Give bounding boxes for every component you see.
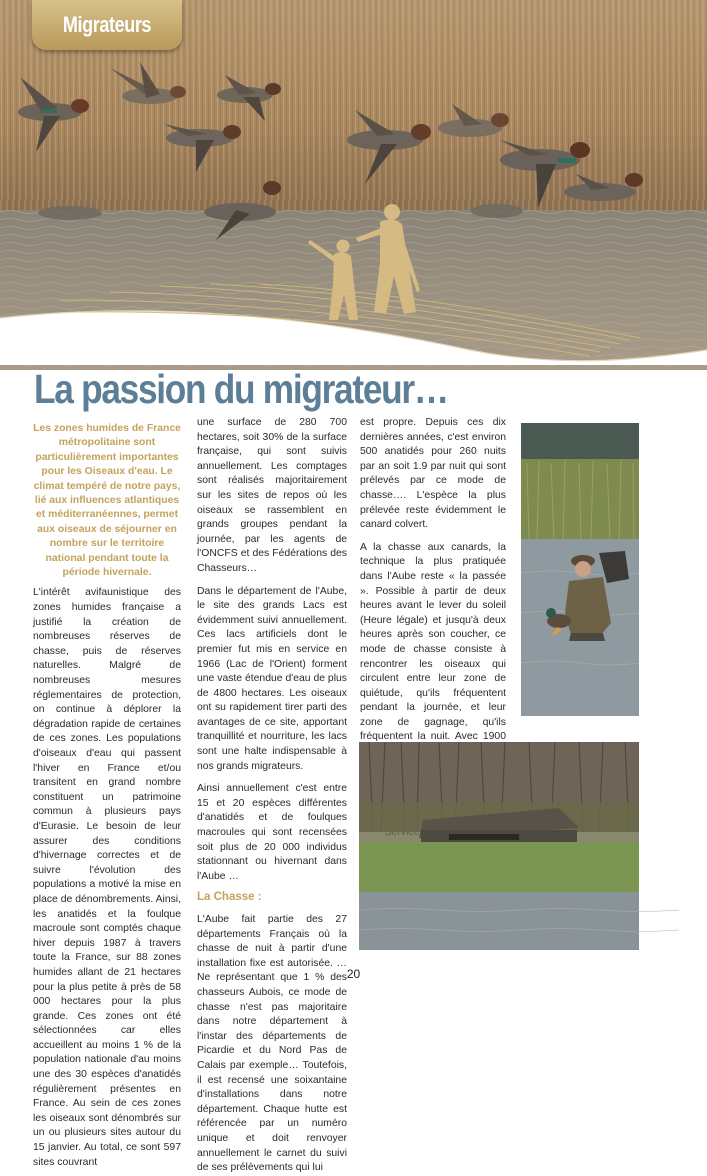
text-column-2 <box>197 416 347 1176</box>
hunter-photo-illustration <box>521 423 639 716</box>
subheading-chasse: La Chasse : <box>197 891 262 904</box>
paragraph: L'intérêt avifaunistique des zones humides française a justifié la création de nombreuses réserves de chasse, puis de réserves naturelles. Malgré de nombreuses mesures réglementaires de protection, on continue à déplorer la dégradation rapide de certaines de ces zones. Les populations d'oiseaux d'eau qui passent l'hiver en France et/ou transitent en grand nombre constituent un patrimoine commun à plusieurs pays d'Eurasie. Le besoin de leur assurer des conditions d'hivernage correctes et de suivre l'évolution des populations a motivé la mise en place de dénombrements. Ainsi, les anatidés et la foulque macroule sont comptés chaque hiver depuis 1987 à travers toute la France, sur 88 zones humides allant de 21 hectares pour la plus petite à près de 58 000 hectares pour la plus grande. Ces zones ont été sélectionnées car elles accueillent au moins 1 % de la population nationale d'au moins une des 30 espèces d'anatidés régulièrement présentes en France. Au sein de ces zones les oiseaux sont dénombrés sur un ou plusieurs sites autour du 15 janvier. Au total, ce sont 597 sites couvrant <box>33 587 181 1168</box>
paragraph: une surface de 280 700 hectares, soit 30% de la surface française, qui sont suivis annuellement. Les comptages sont réalisés majoritairement sur les sites de repos où les oiseaux se rassemblent en grands groupes pendant la journée, par les agents de l'ONCFS et des Fédérations des Chasseurs… <box>197 417 347 574</box>
article-title: La passion du migrateur… <box>34 366 448 412</box>
paragraph: est propre. Depuis ces dix dernières années, c'est environ 500 anatidés pour 260 nuits par an soit 1.9 par nuit qui sont prélevés par ce mode de chasse…. L'espèce la plus prélevée reste évidemment le canard colvert. <box>360 417 506 531</box>
paragraph: A la chasse aux canards, la technique la plus pratiquée dans l'Aube reste « la passée ». Possible à partir de deux heures avant le lever du soleil (Heure légale) et jusqu'à deux heures après son coucher, ce mode de chasse consiste à rencontrer les oiseaux qui circulent entre leur zone de quiétude, qu'ils fréquentent pendant la journée, et leur zone de gagnage, qu'ils fréquentent la nuit. Avec 1900 <box>360 541 506 743</box>
page-number: 20 <box>346 967 361 981</box>
text-column-1 <box>33 422 181 1170</box>
hero-photo-teal-flight <box>0 0 707 365</box>
article-lead: Les zones humides de France métropolitaine sont particulièrement importantes pour les Oiseaux d'eau. Le climat tempéré de notre pays, lié aux influences atlantiques et méditerranéennes, permet aux oiseaux de séjourner en nombre sur le territoire national pendant toute la période hivernale. <box>33 423 181 579</box>
section-tab-label: Migrateurs <box>62 12 152 37</box>
hut-photo-illustration <box>359 742 639 950</box>
photo-hunter-with-duck <box>521 423 639 716</box>
paragraph: L'Aube fait partie des 27 départements Français où la chasse de nuit à partir d'une installation fixe est autorisée. … Ne représentant que 1 % des chasseurs Aubois, ce mode de chasse n'est pas majoritaire dans notre département à l'instar des départements de Picardie et du Nord Pas de Calais par exemple… Toutefois, il est recensé une soixantaine d'installations dans notre département. Chaque hutte est référencée par un numéro unique et doit renvoyer annuellement le carnet du suivi de ses prélèvements qui lui <box>197 914 347 1174</box>
paragraph: Ainsi annuellement c'est entre 15 et 20 espèces différentes d'anatidés et de foulques macroules qui sont recensées soit plus de 20 000 individus stationnant ou hivernant dans l'Aube … <box>197 783 347 882</box>
paragraph: Dans le département de l'Aube, le site des grands Lacs est évidemment suivi annuellement. Ces lacs artificiels dont le premier fut mis en service en 1966 (Lac de l'Orient) forment une vaste étendue d'eau de plus de 4800 hectares. Les oiseaux ont su rapidement tirer parti des avantages de ce site, apportant tranquillité et nourriture, les lacs sont une halte indispensable à nos grands migrateurs. <box>197 585 347 772</box>
section-tab <box>32 0 182 50</box>
hero-illustration <box>0 0 707 365</box>
photo-hunting-hut <box>359 742 639 950</box>
